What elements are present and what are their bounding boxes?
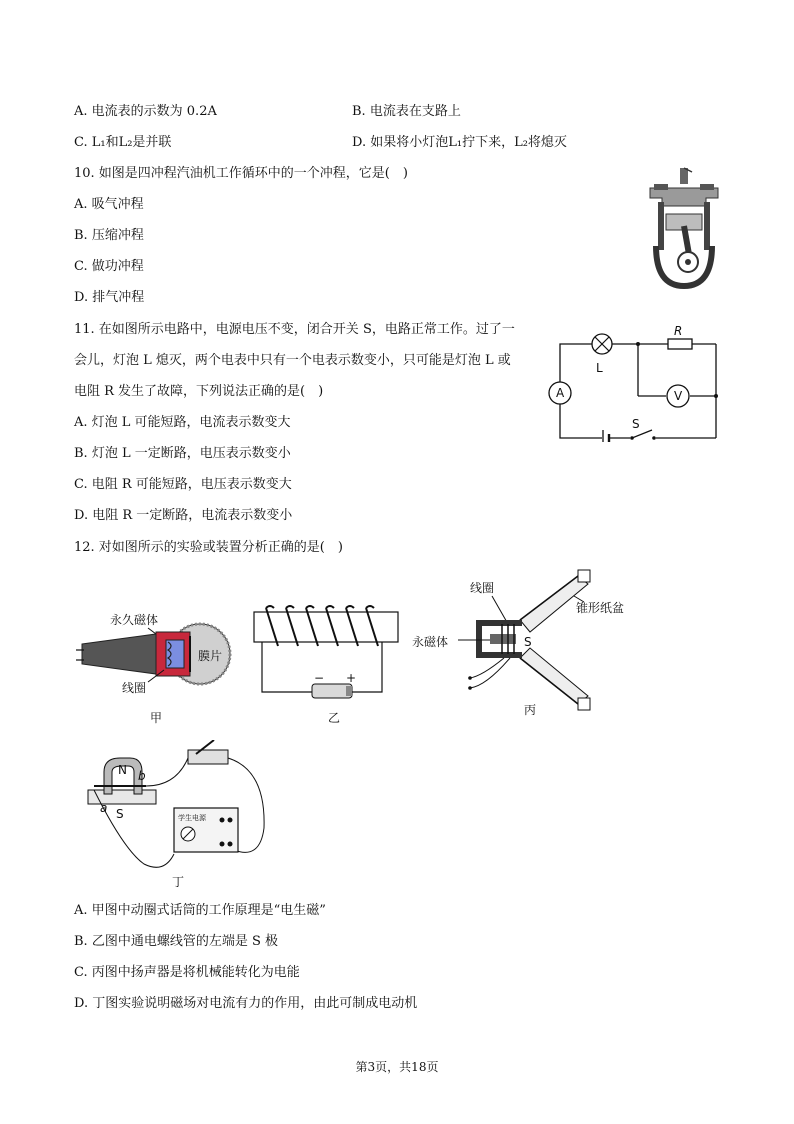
page-footer: 第3页，共18页 [355, 1060, 439, 1074]
q10-option-b: B. 压缩冲程 [74, 228, 144, 243]
yi-plus-label: + [346, 671, 357, 685]
ding-a-label: a [100, 801, 108, 815]
loudspeaker-figure [412, 566, 638, 720]
q10-option-c: C. 做功冲程 [74, 259, 144, 274]
resistor-label: R [674, 324, 683, 338]
q11-stem-line1: 11. 在如图所示电路中，电源电压不变，闭合开关 S，电路正常工作。过了一 [74, 322, 515, 337]
jia-coil-label: 线圈 [122, 681, 147, 695]
jia-caption: 甲 [150, 711, 163, 725]
q12-option-a: A. 甲图中动圈式话筒的工作原理是“电生磁” [74, 903, 326, 918]
q11-option-d: D. 电阻 R 一定断路，电流表示数变小 [74, 508, 293, 523]
bing-caption: 丙 [524, 703, 537, 717]
yi-caption: 乙 [328, 711, 341, 725]
ding-caption: 丁 [172, 875, 185, 889]
bing-pole-label: S [524, 635, 532, 649]
q10-option-d: D. 排气冲程 [74, 290, 145, 305]
q10-stem: 10. 如图是四冲程汽油机工作循环中的一个冲程，它是( ) [74, 166, 408, 181]
q9-option-a: A. 电流表的示数为 0.2A [74, 104, 217, 119]
q9-option-d: D. 如果将小灯泡L₁拧下来，L₂将熄灭 [352, 135, 567, 150]
ding-south-label: S [116, 807, 124, 821]
q9-option-c: C. L₁和L₂是并联 [74, 135, 172, 150]
circuit-figure [544, 322, 724, 442]
q10-option-a: A. 吸气冲程 [74, 197, 144, 212]
induction-figure [84, 740, 274, 894]
q12-option-b: B. 乙图中通电螺线管的左端是 S 极 [74, 934, 278, 949]
bing-coil-label: 线圈 [470, 581, 495, 595]
ding-b-label: b [138, 769, 146, 783]
yi-minus-label: − [314, 671, 325, 685]
solenoid-figure [248, 598, 408, 728]
jia-diaphragm-label: 膜片 [198, 649, 223, 663]
q12-stem: 12. 对如图所示的实验或装置分析正确的是( ) [74, 540, 343, 555]
q11-stem-line3: 电阻 R 发生了故障，下列说法正确的是( ) [74, 384, 324, 399]
q11-option-a: A. 灯泡 L 可能短路，电流表示数变大 [74, 415, 291, 430]
lamp-label: L [596, 361, 603, 375]
microphone-figure [76, 606, 256, 728]
q11-option-b: B. 灯泡 L 一定断路，电压表示数变小 [74, 446, 291, 461]
q12-option-d: D. 丁图实验说明磁场对电流有力的作用，由此可制成电动机 [74, 996, 418, 1011]
voltmeter-label: V [674, 389, 683, 403]
bing-cone-label: 锥形纸盆 [576, 601, 625, 615]
ding-supply-label: 学生电源 [178, 814, 206, 822]
q12-option-c: C. 丙图中扬声器是将机械能转化为电能 [74, 965, 300, 980]
engine-figure [644, 166, 724, 290]
jia-magnet-label: 永久磁体 [110, 613, 159, 627]
switch-label: S [632, 417, 640, 431]
bing-magnet-label: 永磁体 [412, 635, 449, 649]
ammeter-label: A [556, 386, 565, 400]
ding-north-label: N [118, 763, 127, 777]
q11-option-c: C. 电阻 R 可能短路，电压表示数变大 [74, 477, 292, 492]
q9-option-b: B. 电流表在支路上 [352, 104, 461, 119]
q11-stem-line2: 会儿，灯泡 L 熄灭，两个电表中只有一个电表示数变小，只可能是灯泡 L 或 [74, 353, 511, 368]
